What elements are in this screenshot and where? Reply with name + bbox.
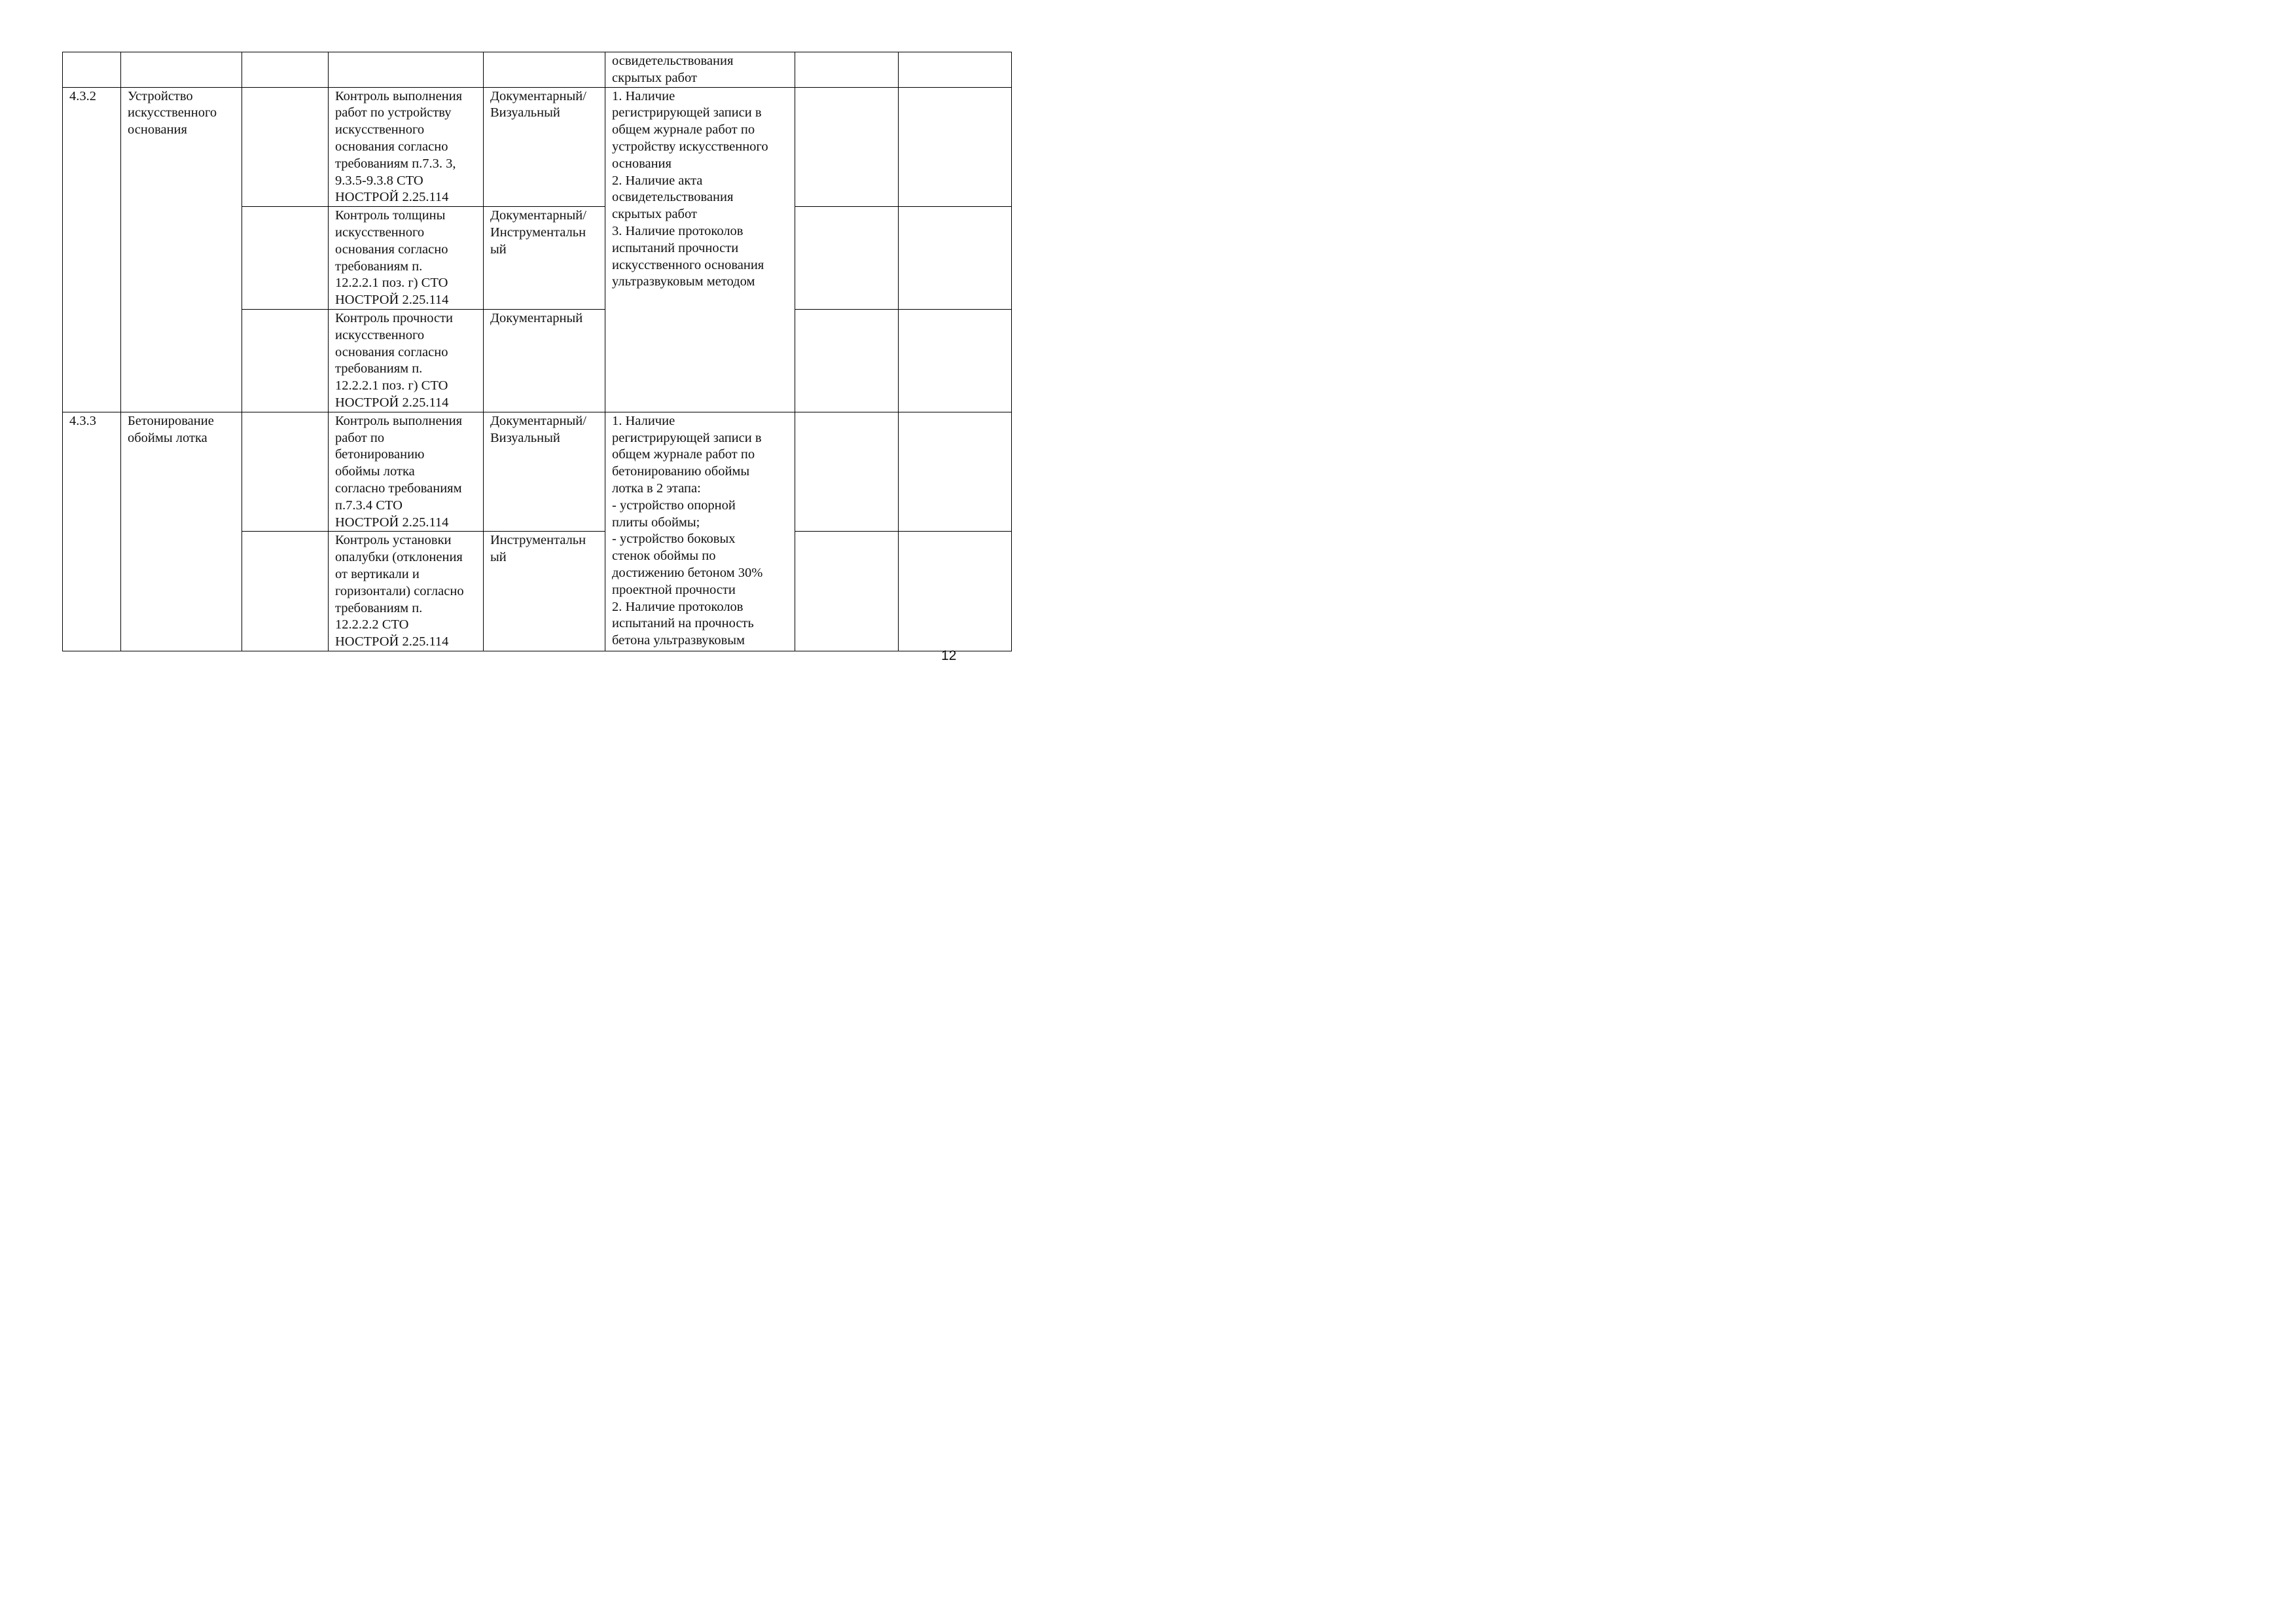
- empty-cell: [899, 309, 1012, 412]
- document-text: освидетельствования скрытых работ: [612, 54, 734, 85]
- empty-cell: [242, 87, 329, 207]
- stage-cell: [121, 412, 242, 651]
- control-cell: [329, 532, 484, 651]
- empty-cell: [242, 52, 329, 88]
- method-cell: [484, 309, 605, 412]
- method-cell: [484, 412, 605, 532]
- empty-cell: [899, 207, 1012, 310]
- item-number: 4.3.3: [69, 413, 96, 428]
- num-cell: [63, 87, 121, 412]
- empty-cell: [899, 52, 1012, 88]
- method-text: Инструментальн ый: [490, 533, 586, 565]
- document-page: [0, 0, 1022, 722]
- num-cell: [63, 52, 121, 88]
- method-text: Документарный/ Визуальный: [490, 88, 586, 120]
- control-text: Контроль выполнения работ по устройству искусственного основания согласно требованиям п.7.3. 3, 9.3.5-9.3.8 СТО НОСТРОЙ 2.25.114: [335, 88, 463, 205]
- control-text: Контроль установки опалубки (отклонения от вертикали и горизонтали) согласно требованиям п. 12.2.2.2 СТО НОСТРОЙ 2.25.114: [335, 533, 464, 649]
- empty-cell: [795, 532, 899, 651]
- document-cell: [605, 87, 795, 412]
- control-cell: [329, 207, 484, 310]
- stage-cell: [121, 87, 242, 412]
- table-row: [63, 412, 1012, 532]
- empty-cell: [899, 412, 1012, 532]
- empty-cell: [242, 532, 329, 651]
- table-row: [63, 52, 1012, 88]
- document-text: 1. Наличие регистрирующей записи в общем журнале работ по устройству искусственного основания 2. Наличие акта освидетельствования скрытых работ 3. Наличие протоколов испытаний прочности искусственного основания ультразвуковым методом: [612, 88, 768, 289]
- empty-cell: [242, 412, 329, 532]
- stage-name: Устройство искусственного основания: [128, 88, 217, 137]
- method-text: Документарный/ Инструментальн ый: [490, 208, 586, 257]
- table-row: [63, 87, 1012, 207]
- document-cell: [605, 52, 795, 88]
- stage-name: Бетонирование обоймы лотка: [128, 413, 214, 445]
- empty-cell: [899, 87, 1012, 207]
- empty-cell: [795, 52, 899, 88]
- control-cell: [329, 87, 484, 207]
- empty-cell: [795, 412, 899, 532]
- empty-cell: [242, 309, 329, 412]
- num-cell: [63, 412, 121, 651]
- control-cell: [329, 412, 484, 532]
- empty-cell: [795, 87, 899, 207]
- empty-cell: [899, 532, 1012, 651]
- page-number: 12: [941, 648, 957, 663]
- empty-cell: [795, 207, 899, 310]
- empty-cell: [242, 207, 329, 310]
- item-number: 4.3.2: [69, 88, 96, 103]
- method-text: Документарный/ Визуальный: [490, 413, 586, 445]
- inspection-table: [62, 52, 1012, 651]
- control-cell: [329, 52, 484, 88]
- control-text: Контроль прочности искусственного основания согласно требованиям п. 12.2.2.1 поз. г) СТО НОСТРОЙ 2.25.114: [335, 310, 454, 410]
- document-cell: [605, 412, 795, 651]
- control-text: Контроль выполнения работ по бетонированию обоймы лотка согласно требованиям п.7.3.4 СТО НОСТРОЙ 2.25.114: [335, 413, 463, 530]
- document-text: 1. Наличие регистрирующей записи в общем журнале работ по бетонированию обоймы лотка в 2 этапа: - устройство опорной плиты обоймы; - устройство боковых стенок обоймы по достижению бетоном 30% проектной прочности 2. Наличие протоколов испытаний на прочность бетона ультразвуковым: [612, 413, 763, 648]
- empty-cell: [795, 309, 899, 412]
- method-cell: [484, 532, 605, 651]
- method-cell: [484, 207, 605, 310]
- control-cell: [329, 309, 484, 412]
- method-text: Документарный: [490, 310, 583, 325]
- control-text: Контроль толщины искусственного основания согласно требованиям п. 12.2.2.1 поз. г) СТО НОСТРОЙ 2.25.114: [335, 208, 449, 308]
- method-cell: [484, 87, 605, 207]
- stage-cell: [121, 52, 242, 88]
- method-cell: [484, 52, 605, 88]
